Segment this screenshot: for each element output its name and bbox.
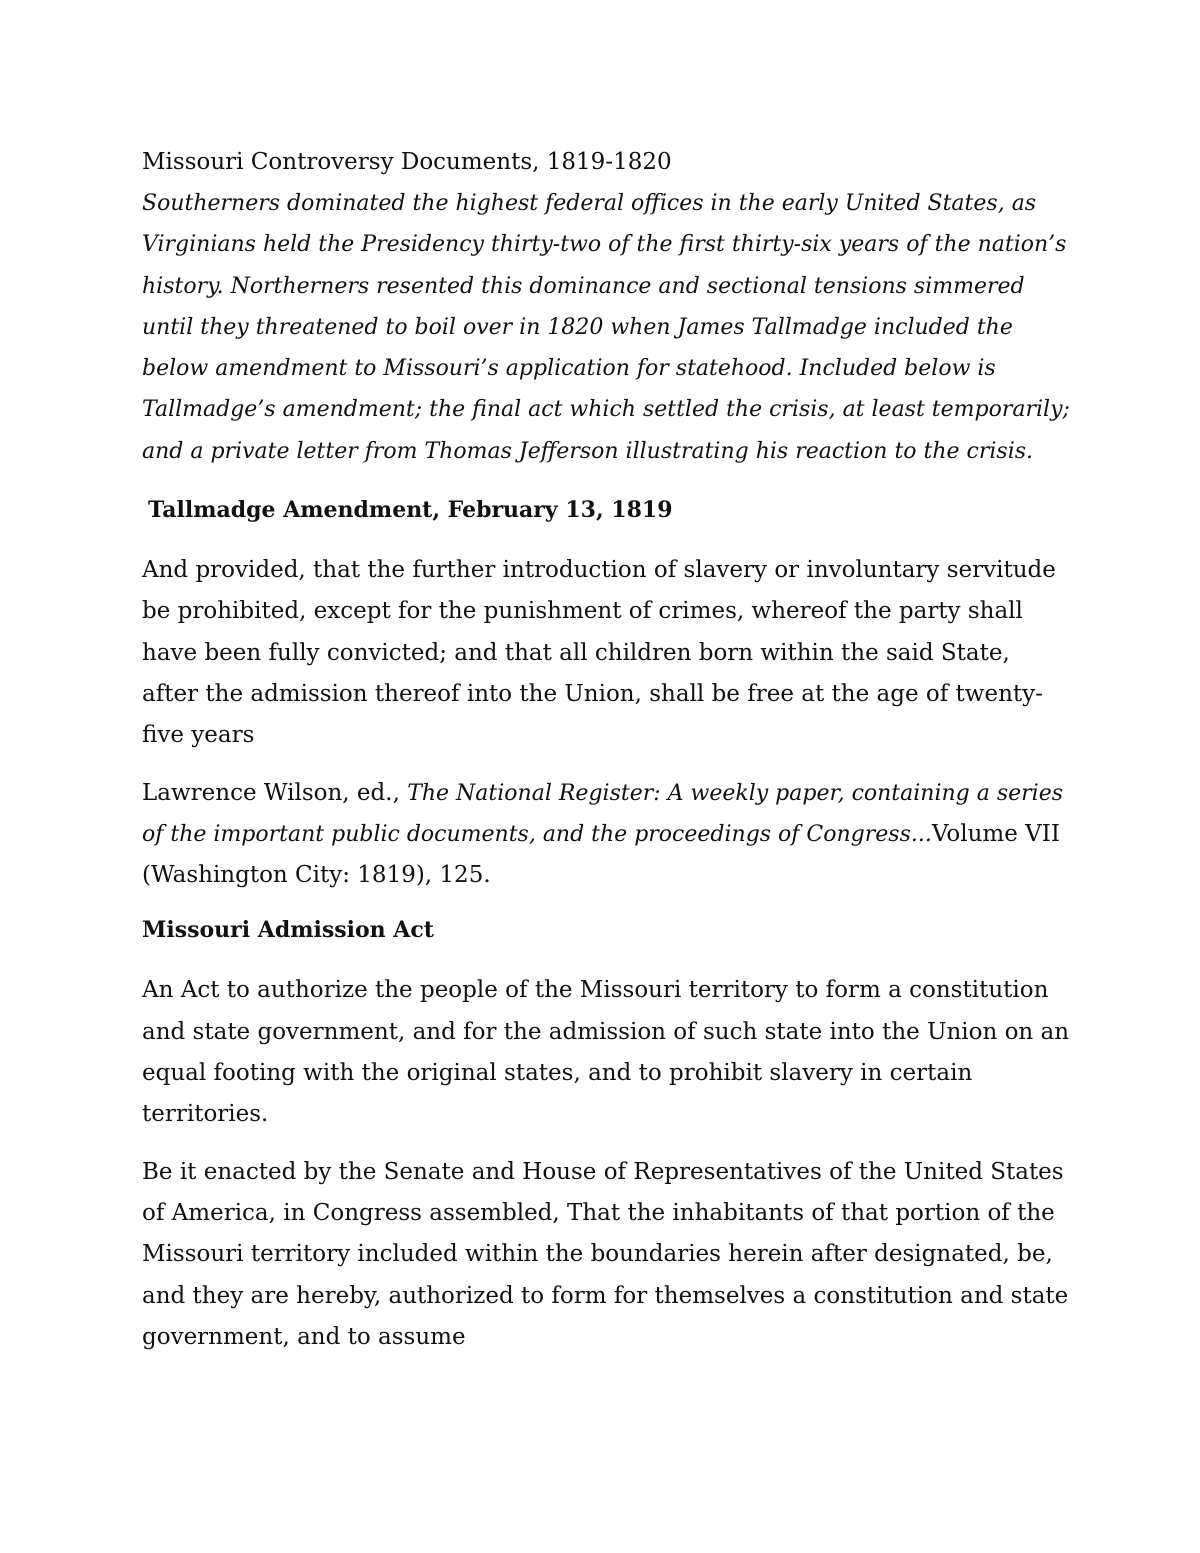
intro-paragraph: Southerners dominated the highest federal offices in the early United States, as Virginians held the Presidency thirty-two of the first thirty-six years of the nation’s history. Northerners resented this dominance and sectional tensions simmered until they threatened to boil over in 1820 when James Tallmadge included the below amendment to Missouri’s application for statehood. Included below is Tallmadge’s amendment; the final act which settled the crisis, at least temporarily; and a private letter from Thomas Jefferson illustrating his reaction to the crisis.: [142, 191, 1070, 464]
document-title: Missouri Controversy Documents, 1819-1820: [142, 149, 672, 175]
citation-rest: Volume VII (Washington City: 1819), 125.: [142, 820, 1060, 889]
admission-act-enacting-paragraph: Be it enacted by the Senate and House of Representatives of the United States of America, in Congress assembled, That the inhabitants of that portion of the Missouri territory included within the boundaries herein after designated, be, and they are hereby, authorized to form for themselves a constitution and state government, and to assume: [142, 1158, 1069, 1350]
tallmadge-citation: [142, 773, 1072, 897]
admission-act-title-paragraph: An Act to authorize the people of the Missouri territory to form a constitution and state government, and for the admission of such state into the Union on an equal footing with the original states, and to prohibit slavery in certain territories.: [142, 977, 1070, 1128]
tallmadge-amendment-text: And provided, that the further introduction of slavery or involuntary servitude be prohibited, except for the punishment of crimes, whereof the party shall have been fully convicted; and that all children born within the said State, after the admission thereof into the Union, shall be free at the age of twenty-five years: [142, 557, 1056, 749]
tallmadge-heading: Tallmadge Amendment, February 13, 1819: [148, 497, 673, 524]
citation-author: Lawrence Wilson, ed.,: [142, 779, 408, 806]
admission-act-heading: Missouri Admission Act: [142, 917, 434, 944]
citation-title: The National Register: A weekly paper, containing a series of the important public documents, and the proceedings of Congress...: [142, 780, 1064, 847]
document-page: [142, 142, 1072, 1374]
